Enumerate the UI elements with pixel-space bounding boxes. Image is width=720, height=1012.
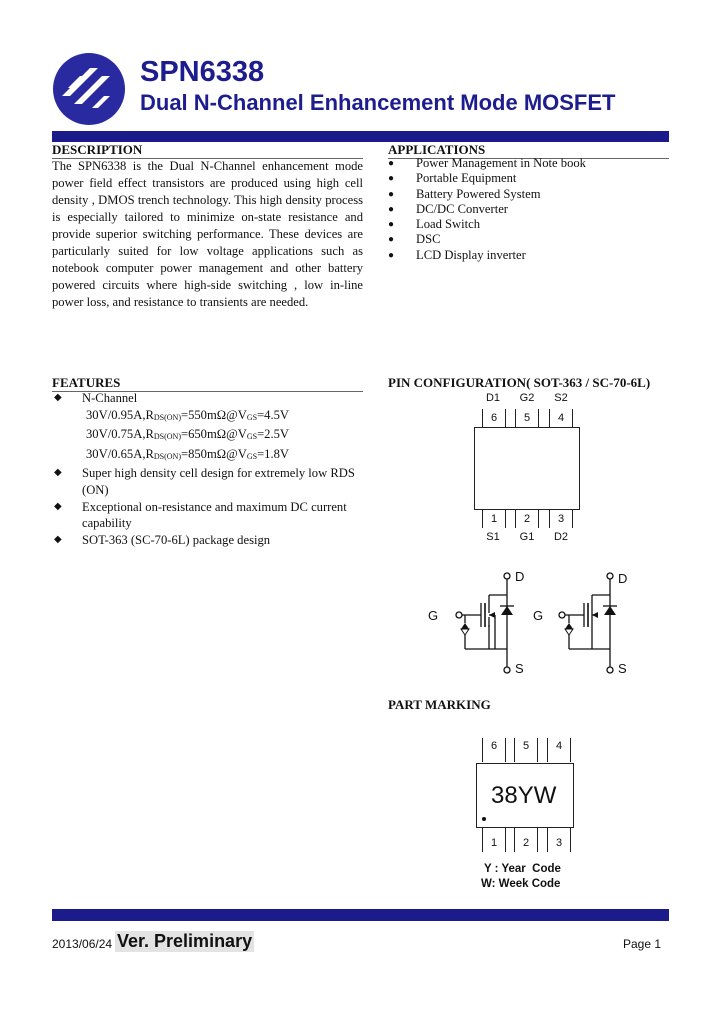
- mosfet-schematic: [420, 565, 650, 680]
- pin-4: 4: [549, 409, 573, 427]
- pin-label-s2: S2: [554, 392, 568, 404]
- footer-rule: [52, 909, 669, 921]
- sot363-package-body: [474, 427, 580, 510]
- gate-label-left: G: [428, 608, 439, 623]
- pin-label-d1: D1: [485, 392, 501, 404]
- drain-label-left: D: [515, 569, 525, 584]
- source-label-right: S: [618, 661, 627, 676]
- source-label-left: S: [515, 661, 524, 676]
- list-item: ◆ Super high density cell design for extremely low RDS (ON): [54, 466, 355, 497]
- diamond-bullet-icon: ◆: [54, 533, 62, 545]
- applications-list: [388, 156, 586, 263]
- drain-label-right: D: [618, 571, 628, 586]
- diamond-bullet-icon: ◆: [54, 392, 62, 403]
- diamond-bullet-icon: ◆: [54, 467, 62, 479]
- pin-config-heading: PIN CONFIGURATION( SOT-363 / SC-70-6L): [388, 375, 651, 390]
- applications-heading: APPLICATIONS: [388, 142, 669, 159]
- list-item: ● Portable Equipment: [388, 171, 586, 186]
- list-item: ● Load Switch: [388, 217, 586, 232]
- marking-code: 38YW: [491, 782, 557, 809]
- features-list: [52, 390, 372, 548]
- legend-year: Y : Year Code: [484, 863, 561, 875]
- description-text: The SPN6338 is the Dual N-Channel enhancement mode power field effect transistors are produced using high cell density , DMOS trench technology. This high density process is especially tailored to minimize on-state resistance and provide superior switching performance. These devices are particularly suited for low voltage applications such as notebook computer power management and other battery powered circuits where high-side switching , low in-line power loss, and resistance to transients are needed.: [52, 159, 363, 309]
- list-item: ● Battery Powered System: [388, 187, 586, 202]
- spec-line: $30V/0.75A,R_{DS(ON)}=650m\Omega@V_{GS}=2.5V$: [86, 427, 290, 442]
- device-subtitle: Dual N-Channel Enhancement Mode MOSFET: [140, 90, 616, 115]
- list-item: ● DSC: [388, 232, 586, 247]
- list-item: ● Power Management in Note book: [388, 156, 586, 171]
- page-number: Page 1: [623, 937, 662, 951]
- spec-line: $30V/0.95A,R_{DS(ON)}=550m\Omega@V_{GS}=4.5V$: [86, 407, 290, 422]
- marking-pin-3: 3: [547, 828, 571, 852]
- part-number-title: SPN6338: [140, 56, 265, 88]
- pin-label-g1: G1: [519, 531, 535, 543]
- marking-pin-1: 1: [482, 828, 506, 852]
- pin-label-g2: G2: [519, 392, 535, 404]
- marking-pin-2: 2: [514, 828, 538, 852]
- gate-label-right: G: [533, 608, 544, 623]
- list-item: ◆ Exceptional on-resistance and maximum DC current capability: [54, 499, 347, 531]
- version-badge: Ver. Preliminary: [117, 931, 253, 951]
- pin-label-d2: D2: [553, 531, 569, 543]
- diamond-bullet-icon: ◆: [54, 500, 62, 512]
- part-marking-heading: PART MARKING: [388, 697, 491, 712]
- list-item: ● DC/DC Converter: [388, 202, 586, 217]
- marking-package-body: [476, 763, 574, 828]
- marking-pin-6: 6: [482, 738, 506, 762]
- pin-1: 1: [482, 510, 506, 528]
- marking-pin-4: 4: [547, 738, 571, 762]
- pin-label-s1: S1: [486, 531, 500, 543]
- footer-date: 2013/06/24: [52, 937, 113, 951]
- spec-line: $30V/0.65A,R_{DS(ON)}=850m\Omega@V_{GS}=1.8V$: [86, 446, 290, 461]
- pin-5: 5: [515, 409, 539, 427]
- features-heading: FEATURES: [52, 375, 363, 392]
- list-item: ◆ SOT-363 (SC-70-6L) package design: [54, 532, 271, 547]
- company-logo: [52, 52, 126, 126]
- pin-6: 6: [482, 409, 506, 427]
- list-item: ● LCD Display inverter: [388, 248, 586, 263]
- pin1-dot-icon: [482, 817, 486, 821]
- list-item: ◆ N-Channel: [54, 391, 138, 405]
- pin-3: 3: [549, 510, 573, 528]
- pin-2: 2: [515, 510, 539, 528]
- legend-week: W: Week Code: [481, 878, 561, 890]
- description-heading: DESCRIPTION: [52, 142, 363, 159]
- marking-pin-5: 5: [514, 738, 538, 762]
- header-rule: [52, 131, 669, 142]
